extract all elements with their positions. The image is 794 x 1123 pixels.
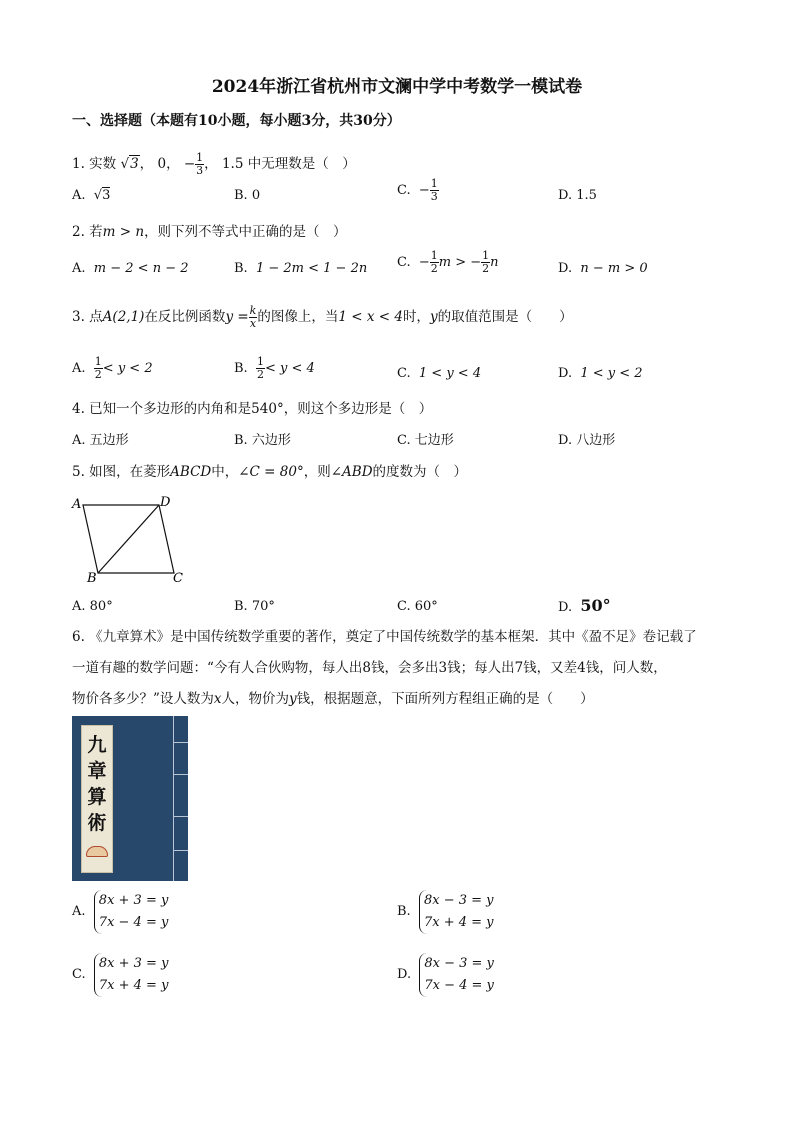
q2-option-d[interactable]: D. n − m > 0 [558, 261, 648, 276]
q2-option-b[interactable]: B. 1 − 2m < 1 − 2n [234, 261, 368, 276]
section-heading: 一、选择题（本题有10小题，每小题3分，共30分） [72, 113, 401, 129]
page-title: 2024年浙江省杭州市文澜中学中考数学一模试卷 [211, 77, 583, 97]
q3-option-a[interactable]: A. $\frac{1}{2}$ < y < 2 [72, 355, 153, 381]
book-title-label: 九 章 算 術 [81, 725, 113, 873]
q3-option-b[interactable]: B. $\frac{1}{2}$ < y < 4 [234, 355, 315, 381]
q2-option-c[interactable]: C. − $\frac{1}{2}$ m > − $\frac{1}{2}$ n [397, 249, 499, 275]
q6-option-b[interactable]: B. 8x − 3 = y 7x + 4 = y [397, 890, 494, 934]
q4-option-a[interactable]: A. 五边形 [72, 433, 129, 448]
q1-option-d[interactable]: D. 1.5 [558, 188, 597, 203]
vertex-label-c: C [173, 571, 183, 586]
fraction-term: $\frac{1}{3}$ [196, 151, 204, 177]
q4-option-d[interactable]: D. 八边形 [558, 433, 616, 448]
q6-option-c[interactable]: C. 8x + 3 = y 7x + 4 = y [72, 953, 168, 997]
q6-option-a[interactable]: A. 8x + 3 = y 7x − 4 = y [72, 890, 168, 934]
q3-option-d[interactable]: D. 1 < y < 2 [558, 366, 643, 381]
vertex-label-d: D [160, 495, 171, 510]
q1-option-a[interactable]: A. √3 [72, 188, 111, 203]
q5-option-d[interactable]: D. 50° [558, 596, 611, 615]
q1-option-c[interactable]: C. − $\frac{1}{3}$ [397, 177, 438, 203]
question-5: 5. 如图，在菱形ABCD中，∠C = 80°，则∠ABD的度数为（ ） [72, 464, 468, 480]
diagonal-bd [98, 505, 159, 573]
q3-option-c[interactable]: C. 1 < y < 4 [397, 366, 482, 381]
q2-option-a[interactable]: A. m − 2 < n − 2 [72, 261, 189, 276]
question-2: 2. 若m > n，则下列不等式中正确的是（ ） [72, 224, 347, 240]
q5-option-b[interactable]: B. 70° [234, 599, 275, 614]
question-6: 6. 《九章算术》是中国传统数学重要的著作，奠定了中国传统数学的基本框架．其中《盈不足》卷记载了 一道有趣的数学问题：“今有人合伙购物，每人出8钱，会多出3钱；每人出7钱，又差4钱，问人数， 物价各多少？”设人数为x人，物价为y钱，根据题意，下面所列方程组正确的是（ ） [72, 629, 697, 707]
q4-option-b[interactable]: B. 六边形 [234, 433, 291, 448]
q4-option-c[interactable]: C. 七边形 [397, 433, 454, 448]
q5-option-a[interactable]: A. 80° [72, 599, 113, 614]
book-cover-image [72, 716, 188, 881]
question-4: 4. 已知一个多边形的内角和是540°，则这个多边形是（ ） [72, 401, 433, 417]
q6-option-d[interactable]: D. 8x − 3 = y 7x − 4 = y [397, 953, 494, 997]
sqrt-term: √3 [120, 156, 139, 172]
q5-option-c[interactable]: C. 60° [397, 599, 438, 614]
rhombus-figure [66, 490, 196, 586]
question-1: 1. 实数 √3， 0， − $\frac{1}{3}$ ， 1.5 中无理数是（ ） [72, 151, 356, 177]
book-seal-icon [86, 846, 108, 857]
vertex-label-b: B [87, 571, 97, 586]
question-3: 3. 点A(2,1)在反比例函数y = $\frac{k}{x}$ 的图像上，当1 < x < 4时，y的取值范围是（ ） [72, 304, 573, 330]
vertex-label-a: A [72, 497, 82, 512]
q1-option-b[interactable]: B. 0 [234, 188, 261, 203]
